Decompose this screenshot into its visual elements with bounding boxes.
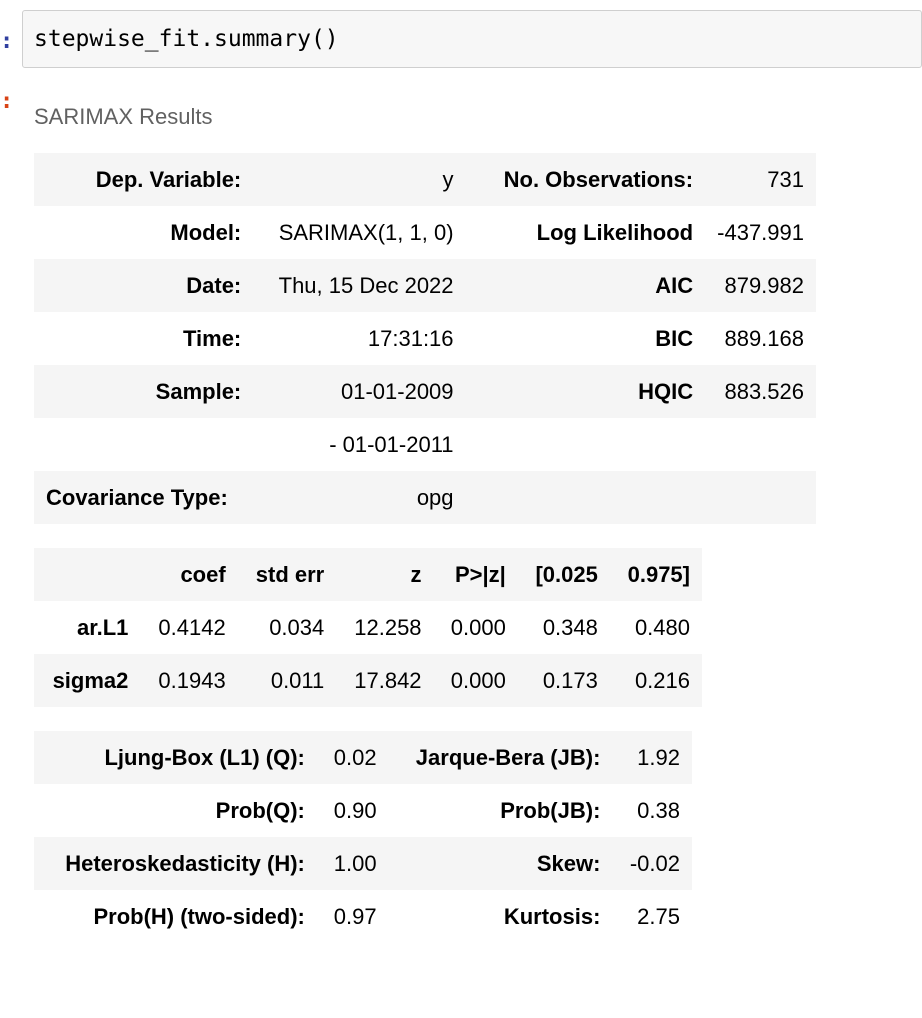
row-label: Prob(H) (two-sided): <box>93 903 305 929</box>
cell-value: 12.258 <box>354 614 422 640</box>
row-label: Time: <box>182 325 242 351</box>
row-label <box>466 418 706 471</box>
table-row <box>34 259 816 312</box>
row-label: Kurtosis: <box>503 903 601 929</box>
row-value: 0.90 <box>333 797 377 823</box>
table-row <box>34 365 816 418</box>
table-row <box>34 601 702 654</box>
column-header: z <box>410 561 422 587</box>
table-row <box>34 206 816 259</box>
column-header: coef <box>180 561 226 587</box>
row-label <box>466 471 706 524</box>
row-value: opg <box>416 484 454 510</box>
row-label: Prob(Q): <box>215 797 305 823</box>
row-label: Log Likelihood <box>536 219 694 245</box>
row-value: 1.00 <box>333 850 377 876</box>
row-value: y <box>442 166 454 192</box>
row-value: -0.02 <box>629 850 680 876</box>
row-value: 883.526 <box>724 378 804 404</box>
row-value: 879.982 <box>724 272 804 298</box>
table-row <box>34 731 692 784</box>
row-value: SARIMAX(1, 1, 0) <box>278 219 454 245</box>
row-value: Thu, 15 Dec 2022 <box>278 272 454 298</box>
row-value: 1.92 <box>637 744 680 770</box>
diagnostics-table <box>34 731 692 943</box>
model-summary-table <box>34 153 816 524</box>
code-cell-input[interactable] <box>22 10 922 68</box>
table-row <box>34 654 702 707</box>
row-value <box>705 471 816 524</box>
table-row <box>34 784 692 837</box>
input-prompt-marker: : <box>0 29 14 54</box>
row-value: -437.991 <box>717 219 804 245</box>
cell-value: 0.480 <box>634 614 690 640</box>
cell-value: 0.034 <box>269 614 325 640</box>
row-label: Covariance Type: <box>46 484 228 510</box>
cell-value: 17.842 <box>354 667 422 693</box>
cell-value: 0.011 <box>270 667 325 693</box>
column-header: [0.025 <box>535 561 598 587</box>
output-prompt-marker: : <box>0 89 14 114</box>
column-header <box>34 548 140 601</box>
row-value: 2.75 <box>637 903 680 929</box>
row-label: Sample: <box>155 378 242 404</box>
row-value: 17:31:16 <box>367 325 454 351</box>
cell-value: 0.348 <box>542 614 598 640</box>
table-header-row <box>34 548 702 601</box>
cell-value: 0.4142 <box>158 614 226 640</box>
row-label: Ljung-Box (L1) (Q): <box>104 744 305 770</box>
table-row <box>34 471 816 524</box>
row-label: No. Observations: <box>503 166 694 192</box>
row-label: AIC <box>655 272 694 298</box>
row-label: Skew: <box>536 850 601 876</box>
table-row <box>34 153 816 206</box>
cell-value: 0.173 <box>542 667 598 693</box>
row-label: ar.L1 <box>77 614 129 640</box>
row-value: 731 <box>767 166 804 192</box>
results-caption: SARIMAX Results <box>34 104 213 129</box>
row-label <box>34 418 253 471</box>
cell-value: 0.216 <box>634 667 690 693</box>
row-value: 01-01-2009 <box>340 378 454 404</box>
row-value <box>705 418 816 471</box>
column-header: 0.975] <box>627 561 690 587</box>
table-row <box>34 890 692 943</box>
row-value: - 01-01-2011 <box>329 431 454 457</box>
row-value: 0.02 <box>333 744 377 770</box>
cell-value: 0.1943 <box>158 667 226 693</box>
table-row <box>34 837 692 890</box>
code-text[interactable]: stepwise_fit.summary() <box>34 26 339 52</box>
table-row <box>34 312 816 365</box>
column-header: P>|z| <box>454 561 506 587</box>
row-label: BIC <box>655 325 694 351</box>
row-value: 0.38 <box>637 797 680 823</box>
cell-value: 0.000 <box>450 614 506 640</box>
table-row <box>34 418 816 471</box>
coefficients-table <box>34 548 702 707</box>
row-label: Heteroskedasticity (H): <box>65 850 305 876</box>
row-label: Jarque-Bera (JB): <box>415 744 601 770</box>
row-label: Prob(JB): <box>500 797 601 823</box>
cell-value: 0.000 <box>450 667 506 693</box>
row-label: sigma2 <box>52 667 129 693</box>
row-label: Dep. Variable: <box>95 166 242 192</box>
row-value: 0.97 <box>333 903 377 929</box>
row-label: Model: <box>170 219 242 245</box>
row-label: Date: <box>186 272 242 298</box>
column-header: std err <box>255 561 325 587</box>
row-label: HQIC <box>638 378 694 404</box>
row-value: 889.168 <box>724 325 804 351</box>
